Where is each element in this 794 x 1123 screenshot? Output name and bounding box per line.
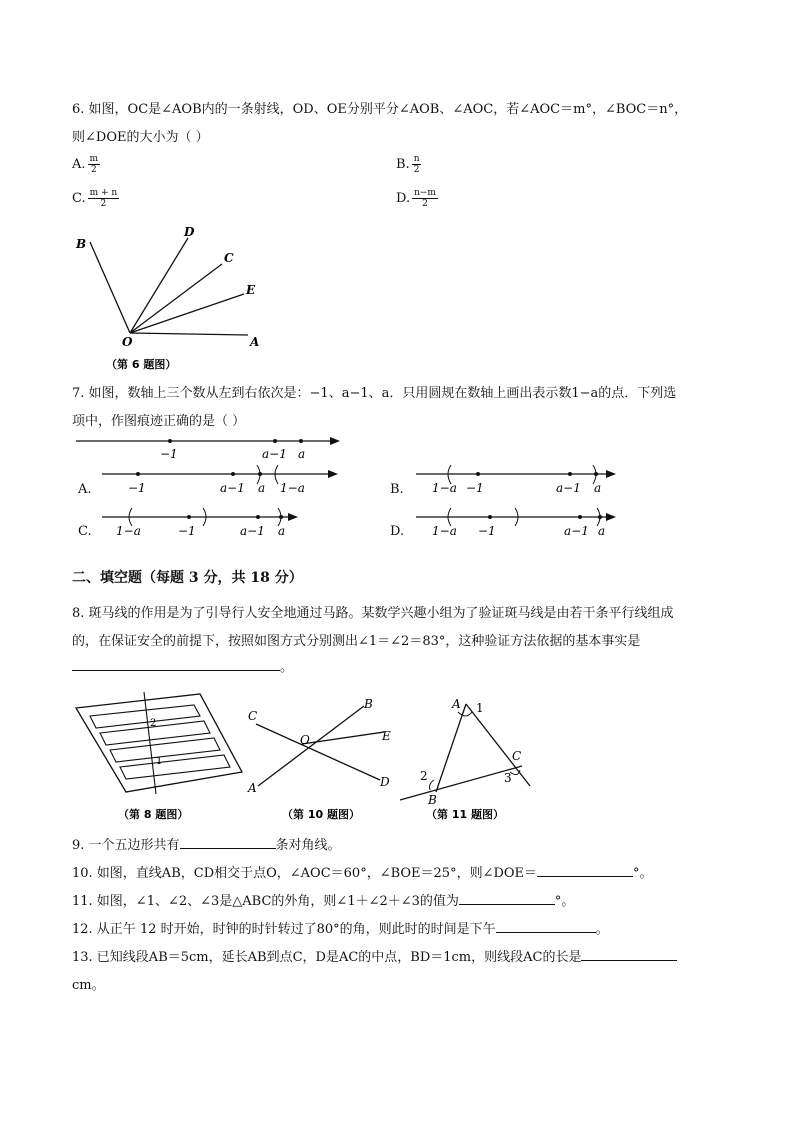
q8-stem-line2: 的，在保证安全的前提下，按照如图方式分别测出∠1＝∠2＝83°，这种验证方法依据的基本事实是 bbox=[72, 634, 641, 649]
svg-text:1−a: 1−a bbox=[280, 481, 305, 495]
q6-option-a: A. $\frac{m}{2}$ bbox=[72, 154, 99, 175]
label-c: C bbox=[224, 251, 234, 265]
fraction: $\frac{n-m}{2}$ bbox=[414, 188, 436, 209]
fig10-caption: （第 10 题图） bbox=[282, 808, 360, 821]
section-title: 二、填空题（每题 3 分，共 18 分） bbox=[72, 570, 303, 586]
q7-option-b-label: B. bbox=[390, 482, 404, 497]
answer-blank[interactable] bbox=[459, 890, 555, 905]
q7-number-line bbox=[72, 432, 344, 462]
q7-option-c-figure bbox=[98, 506, 304, 540]
svg-text:a: a bbox=[598, 524, 606, 538]
q6-option-b: B. $\frac{n}{2}$ bbox=[396, 154, 420, 175]
answer-blank[interactable] bbox=[180, 834, 276, 849]
svg-text:1: 1 bbox=[476, 701, 484, 715]
svg-text:1: 1 bbox=[156, 756, 163, 767]
q7-option-b-figure bbox=[412, 462, 622, 496]
label-neg1: −1 bbox=[160, 447, 178, 461]
q7-stem-line1: 7. 如图，数轴上三个数从左到右依次是：−1、a−1、a．只用圆规在数轴上画出表示数1−a的点．下列选 bbox=[72, 386, 677, 401]
svg-text:2: 2 bbox=[150, 718, 157, 729]
svg-text:E: E bbox=[382, 729, 391, 743]
answer-blank[interactable] bbox=[537, 862, 633, 877]
q6-caption: （第 6 题图） bbox=[106, 358, 177, 371]
label-o: O bbox=[122, 335, 133, 349]
svg-text:a−1: a−1 bbox=[556, 481, 581, 495]
q6-figure bbox=[70, 222, 280, 374]
svg-text:D: D bbox=[380, 775, 390, 789]
q7-stem-line2: 项中，作图痕迹正确的是（ ） bbox=[72, 414, 246, 429]
svg-text:a−1: a−1 bbox=[220, 481, 245, 495]
q7-option-a-figure bbox=[98, 462, 342, 496]
answer-blank[interactable] bbox=[496, 918, 596, 933]
q13-line2: cm。 bbox=[72, 978, 105, 993]
label-b: B bbox=[76, 237, 87, 251]
fraction: $\frac{n}{2}$ bbox=[413, 154, 420, 175]
svg-text:O: O bbox=[300, 733, 310, 747]
svg-text:−1: −1 bbox=[178, 524, 196, 538]
q6-stem-line1: 6. 如图，OC是∠AOB内的一条射线，OD、OE分别平分∠AOB、∠AOC，若∠AOC＝m°，∠BOC＝n°， bbox=[72, 102, 688, 117]
q11: 11. 如图，∠1、∠2、∠3是△ABC的外角，则∠1＋∠2＋∠3的值为 °。 bbox=[72, 890, 574, 909]
fig8-caption: （第 8 题图） bbox=[118, 808, 189, 821]
svg-text:−1: −1 bbox=[478, 524, 496, 538]
svg-text:a: a bbox=[278, 524, 286, 538]
svg-text:−1: −1 bbox=[466, 481, 484, 495]
svg-text:1−a: 1−a bbox=[432, 524, 457, 538]
fig10 bbox=[242, 690, 398, 828]
svg-text:a: a bbox=[258, 481, 266, 495]
q7-option-d-figure bbox=[412, 506, 622, 540]
q13-line1: 13. 已知线段AB＝5cm，延长AB到点C，D是AC的中点，BD＝1cm，则线段AC的长是 bbox=[72, 946, 677, 965]
ray-oa bbox=[130, 333, 248, 335]
svg-text:B: B bbox=[428, 793, 437, 807]
fraction: $\frac{m + n}{2}$ bbox=[89, 188, 118, 209]
svg-text:A: A bbox=[452, 697, 461, 711]
fraction: $\frac{m}{2}$ bbox=[89, 154, 99, 175]
q12: 12. 从正午 12 时开始，时钟的时针转过了80°的角，则此时的时间是下午 。 bbox=[72, 918, 609, 937]
svg-text:−1: −1 bbox=[128, 481, 146, 495]
q7-option-c-label: C. bbox=[78, 524, 92, 539]
fig11 bbox=[396, 690, 538, 828]
q6-option-c: C. $\frac{m + n}{2}$ bbox=[72, 188, 118, 209]
fig11-caption: （第 11 题图） bbox=[426, 808, 504, 821]
q10: 10. 如图，直线AB，CD相交于点O，∠AOC＝60°，∠BOE＝25°，则∠DOE＝ °。 bbox=[72, 862, 653, 881]
label-am1: a−1 bbox=[262, 447, 287, 461]
svg-text:a−1: a−1 bbox=[564, 524, 589, 538]
q6-stem-line2: 则∠DOE的大小为（ ） bbox=[72, 130, 209, 145]
fig8 bbox=[72, 690, 250, 828]
q7-option-d-label: D. bbox=[390, 524, 405, 539]
svg-text:B: B bbox=[364, 697, 373, 711]
ray-oe bbox=[130, 294, 244, 333]
svg-text:a: a bbox=[594, 481, 602, 495]
label-a: a bbox=[298, 447, 306, 461]
q7-option-a-label: A. bbox=[78, 482, 92, 497]
answer-blank[interactable] bbox=[72, 656, 280, 671]
svg-text:3: 3 bbox=[504, 771, 512, 785]
svg-text:2: 2 bbox=[420, 769, 428, 783]
svg-text:C: C bbox=[248, 709, 258, 723]
svg-text:a−1: a−1 bbox=[240, 524, 265, 538]
svg-text:1−a: 1−a bbox=[432, 481, 457, 495]
ray-oc bbox=[130, 264, 222, 333]
label-a: A bbox=[250, 335, 260, 349]
answer-blank[interactable] bbox=[581, 946, 677, 961]
label-e: E bbox=[246, 283, 256, 297]
q9: 9. 一个五边形共有 条对角线。 bbox=[72, 834, 341, 853]
ray-ob bbox=[90, 242, 130, 333]
svg-text:1−a: 1−a bbox=[116, 524, 141, 538]
label-d: D bbox=[184, 225, 195, 239]
q6-option-d: D. $\frac{n-m}{2}$ bbox=[396, 188, 436, 209]
q8-stem-line1: 8. 斑马线的作用是为了引导行人安全地通过马路。某数学兴趣小组为了验证斑马线是由若干条平行线组成 bbox=[72, 606, 674, 621]
svg-text:A: A bbox=[248, 781, 257, 795]
q8-answer-line: 。 bbox=[72, 656, 293, 675]
svg-text:C: C bbox=[512, 749, 522, 763]
ray-od bbox=[130, 238, 188, 333]
